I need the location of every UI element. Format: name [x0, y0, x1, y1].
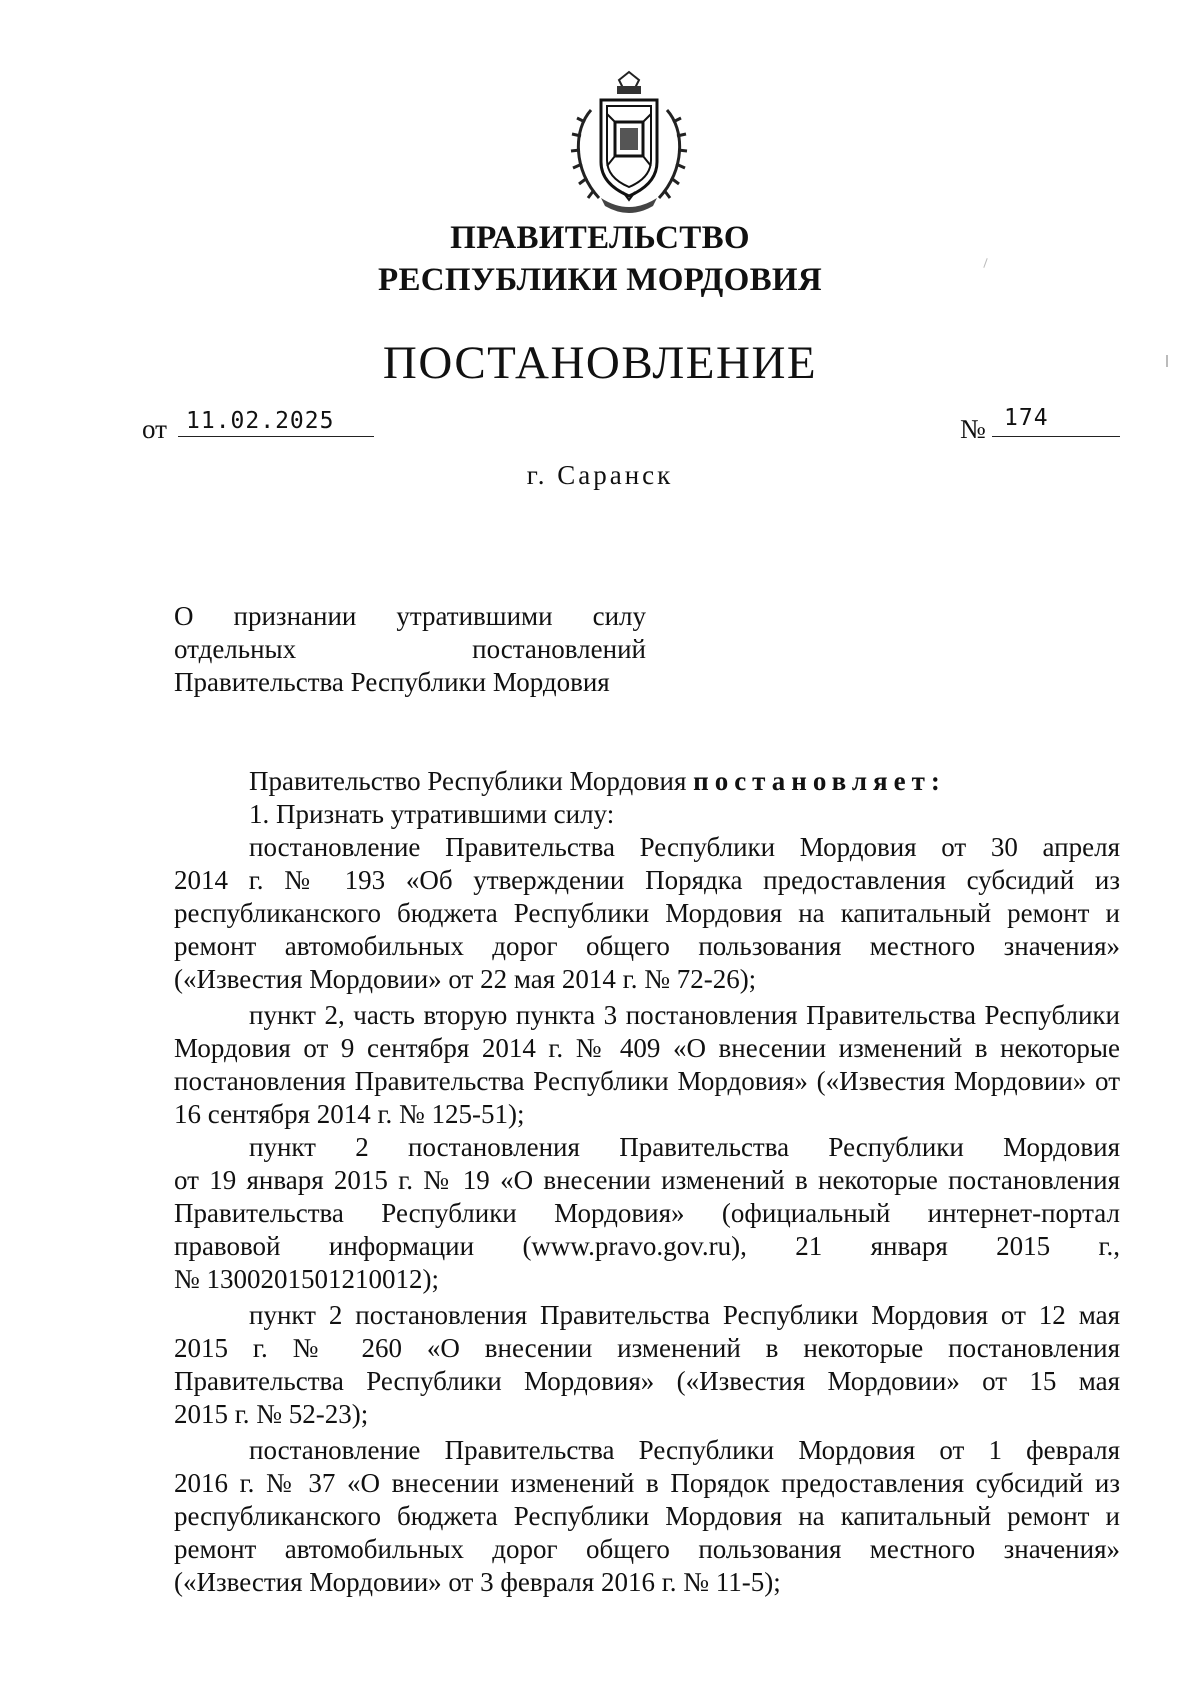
coat-of-arms-icon	[563, 70, 695, 218]
preamble-text: Правительство Республики Мордовия	[249, 766, 687, 796]
paragraph-line: постановления Правительства Республики Мордовия» («Известия Мордовии» от	[174, 1066, 1120, 1096]
paragraph-line: 2016 г. № 37 «О внесении изменений в Порядок предоставления субсидий из	[174, 1468, 1120, 1498]
date-underline	[178, 436, 374, 437]
preamble	[174, 765, 1120, 798]
paragraph-line: 2015 г. № 52-23);	[174, 1399, 369, 1429]
paragraph-line: 16 сентября 2014 г. № 125-51);	[174, 1099, 525, 1129]
subject-line: Правительства Республики Мордовия	[174, 667, 610, 697]
item-1: 1. Признать утратившими силу:	[249, 799, 615, 829]
paragraph-line: («Известия Мордовии» от 3 февраля 2016 г. № 11-5);	[174, 1567, 781, 1597]
number-underline	[992, 436, 1120, 437]
paragraph-line: Мордовия от 9 сентября 2014 г. № 409 «О внесении изменений в некоторые	[174, 1033, 1120, 1063]
document-date: 11.02.2025	[186, 408, 335, 434]
date-label: от	[142, 414, 167, 444]
document-body	[174, 765, 1120, 1599]
paragraph-line: пункт 2 постановления Правительства Республики Мордовия от 12 мая	[249, 1300, 1120, 1330]
city-name: г. Саранск	[526, 460, 674, 490]
paragraph-line: («Известия Мордовии» от 22 мая 2014 г. № 72-26);	[174, 964, 757, 994]
subject-line: О признании утратившими силу	[174, 601, 646, 631]
government-name-line1: ПРАВИТЕЛЬСТВО	[450, 220, 750, 256]
paragraph-line: постановление Правительства Республики Мордовия от 1 февраля	[249, 1435, 1120, 1465]
document-subject	[174, 600, 646, 699]
document-number: 174	[1004, 405, 1049, 431]
preamble-verb: постановляет:	[693, 766, 946, 796]
subject-line: отдельных постановлений	[174, 634, 646, 664]
paragraph-line: Правительства Республики Мордовия» (официальный интернет-портал	[174, 1198, 1120, 1228]
paragraph-line: ремонт автомобильных дорог общего пользования местного значения»	[174, 931, 1120, 961]
paragraph-line: 2015 г. № 260 «О внесении изменений в некоторые постановления	[174, 1333, 1120, 1363]
paragraph-line: пункт 2 постановления Правительства Республики Мордовия	[249, 1132, 1120, 1162]
paragraph-line: Правительства Республики Мордовия» («Известия Мордовии» от 15 мая	[174, 1366, 1120, 1396]
paragraph-line: № 1300201501210012);	[174, 1264, 440, 1294]
number-label: №	[960, 414, 986, 444]
paragraph-line: ремонт автомобильных дорог общего пользования местного значения»	[174, 1534, 1120, 1564]
government-name-line2: РЕСПУБЛИКИ МОРДОВИЯ	[377, 262, 822, 298]
paragraph-line: 2014 г. № 193 «Об утверждении Порядка предоставления субсидий из	[174, 865, 1120, 895]
scan-speck	[1166, 355, 1168, 367]
paragraph-line: от 19 января 2015 г. № 19 «О внесении изменений в некоторые постановления	[174, 1165, 1120, 1195]
paragraph-line: республиканского бюджета Республики Мордовия на капитальный ремонт и	[174, 1501, 1120, 1531]
document-type-title: ПОСТАНОВЛЕНИЕ	[382, 337, 818, 389]
paragraph-line: постановление Правительства Республики Мордовия от 30 апреля	[249, 832, 1120, 862]
paragraph-line: республиканского бюджета Республики Мордовия на капитальный ремонт и	[174, 898, 1120, 928]
paragraph-line: пункт 2, часть вторую пункта 3 постановления Правительства Республики	[249, 1000, 1120, 1030]
paragraph-line: правовой информации (www.pravo.gov.ru), 21 января 2015 г.,	[174, 1231, 1120, 1261]
